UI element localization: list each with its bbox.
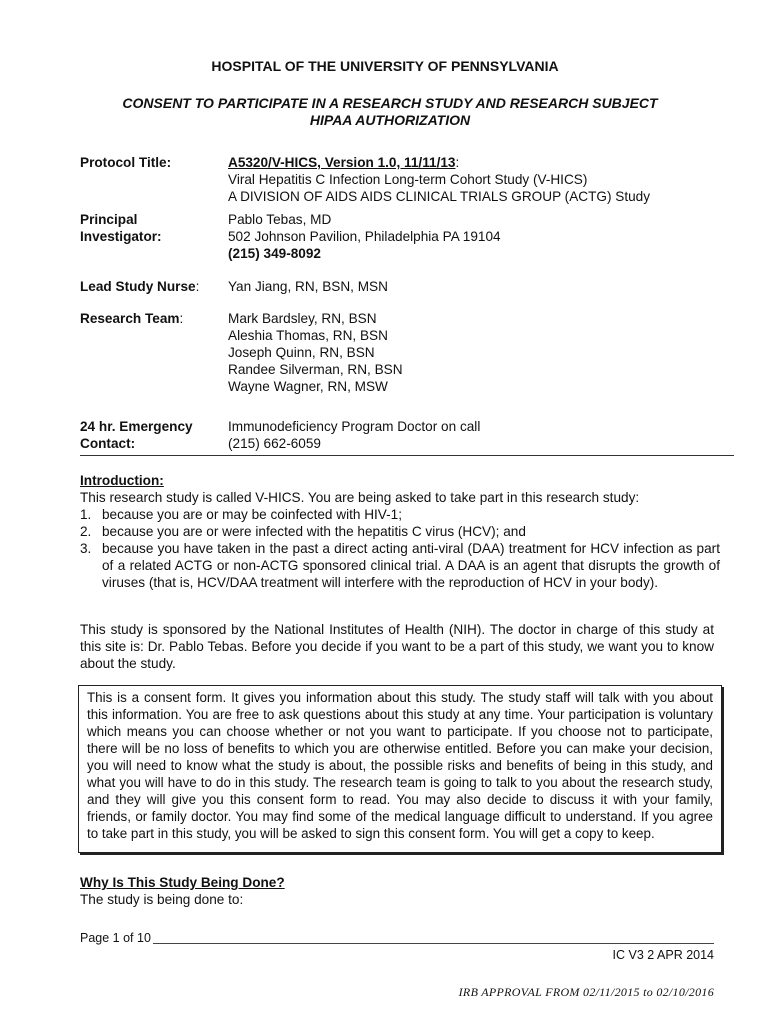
reasons-list — [80, 506, 720, 591]
pi-label-line2: Investigator: — [80, 229, 162, 244]
emergency-phone: (215) 662-6059 — [228, 436, 321, 451]
list-text: because you are or may be coinfected with HIV-1; — [102, 507, 402, 522]
protocol-division: A DIVISION OF AIDS AIDS CLINICAL TRIALS GROUP (ACTG) Study — [228, 189, 651, 204]
nurse-label-suffix: : — [195, 279, 200, 294]
nurse-label — [80, 278, 220, 295]
emergency-label-line1: 24 hr. Emergency — [80, 419, 193, 434]
team-member: Mark Bardsley, RN, BSN — [228, 311, 377, 326]
team-member: Aleshia Thomas, RN, BSN — [228, 328, 388, 343]
protocol-code: A5320/V-HICS, Version 1.0, 11/11/13 — [228, 155, 456, 170]
list-number: 2. — [80, 524, 92, 539]
list-text: because you are or were infected with the hepatitis C virus (HCV); and — [102, 524, 526, 539]
introduction-section — [80, 472, 720, 591]
why-section — [80, 874, 720, 908]
nurse-name: Yan Jiang, RN, BSN, MSN — [228, 279, 388, 294]
footer-line — [153, 943, 714, 944]
form-title: CONSENT TO PARTICIPATE IN A RESEARCH STUDY AND RESEARCH SUBJECT HIPAA AUTHORIZATION — [122, 95, 658, 128]
emergency-label-line2: Contact: — [80, 436, 136, 451]
emergency-label — [80, 418, 220, 452]
pi-value — [228, 211, 728, 262]
list-item — [80, 540, 720, 591]
consent-info-text: This is a consent form. It gives you information about this study. The study staff will talk with you about this information. You are free to ask questions about this study at any time. Your participation is voluntary which means you can choose whether or not you want to participate. If you choose not to participate, there will be no loss of benefits to which you are otherwise entitled. Before you can make your decision, you will need to know what the study is about, the possible risks and benefits of being in this study, and what you will have to do in this study. The research team is going to talk to you about the research study, and they will give you this consent form to read. You may also decide to discuss it with your family, friends, or family doctor. You may find some of the medical language difficult to understand. If you agree to take part in this study, you will be asked to sign this consent form. You will get a copy to keep. — [87, 690, 713, 841]
page-footer — [80, 931, 714, 962]
pi-address: 502 Johnson Pavilion, Philadelphia PA 19104 — [228, 229, 501, 244]
protocol-label: Protocol Title: — [80, 155, 172, 170]
list-number: 1. — [80, 507, 92, 522]
list-item — [80, 523, 720, 540]
irb-approval-stamp: IRB APPROVAL FROM 02/11/2015 to 02/10/2016 — [458, 985, 714, 999]
list-item — [80, 506, 720, 523]
protocol-value — [228, 154, 728, 205]
list-text: because you have taken in the past a direct acting anti-viral (DAA) treatment for HCV infection as part of a related ACTG or non-ACTG sponsored clinical trial. A DAA is an agent that disrupts the growth of viruses (that is, HCV/DAA treatment will interfere with the reproduction of HCV in your body). — [102, 541, 720, 590]
consent-info-box — [78, 685, 722, 853]
team-label-text: Research Team — [80, 311, 180, 326]
team-member: Randee Silverman, RN, BSN — [228, 362, 403, 377]
protocol-code-suffix: : — [455, 155, 460, 170]
nurse-label-text: Lead Study Nurse — [80, 279, 196, 294]
team-member: Wayne Wagner, RN, MSW — [228, 379, 388, 394]
team-member: Joseph Quinn, RN, BSN — [228, 345, 375, 360]
institution-heading: HOSPITAL OF THE UNIVERSITY OF PENNSYLVANIA — [211, 58, 559, 74]
pi-name: Pablo Tebas, MD — [228, 212, 332, 227]
pi-phone: (215) 349-8092 — [228, 246, 321, 261]
list-number: 3. — [80, 541, 92, 556]
pi-label — [80, 211, 220, 245]
emergency-contact: Immunodeficiency Program Doctor on call — [228, 419, 481, 434]
introduction-lead: This research study is called V-HICS. You are being asked to take part in this research study: — [80, 490, 640, 505]
pi-label-line1: Principal — [80, 212, 138, 227]
form-version: IC V3 2 APR 2014 — [612, 948, 714, 962]
protocol-study-name: Viral Hepatitis C Infection Long-term Cohort Study (V-HICS) — [228, 172, 588, 187]
emergency-value — [228, 418, 728, 452]
why-title: Why Is This Study Being Done? — [80, 875, 285, 890]
team-members — [228, 310, 728, 395]
introduction-title: Introduction: — [80, 473, 164, 488]
page-number: Page 1 of 10 — [80, 931, 151, 945]
team-label-suffix: : — [179, 311, 184, 326]
why-lead: The study is being done to: — [80, 892, 244, 907]
team-label — [80, 310, 220, 327]
sponsor-paragraph: This study is sponsored by the National Institutes of Health (NIH). The doctor in charge of this study at this site is: Dr. Pablo Tebas. Before you decide if you want to be a part of this study, we want you to know about the study. — [80, 622, 714, 671]
section-divider — [80, 455, 734, 456]
